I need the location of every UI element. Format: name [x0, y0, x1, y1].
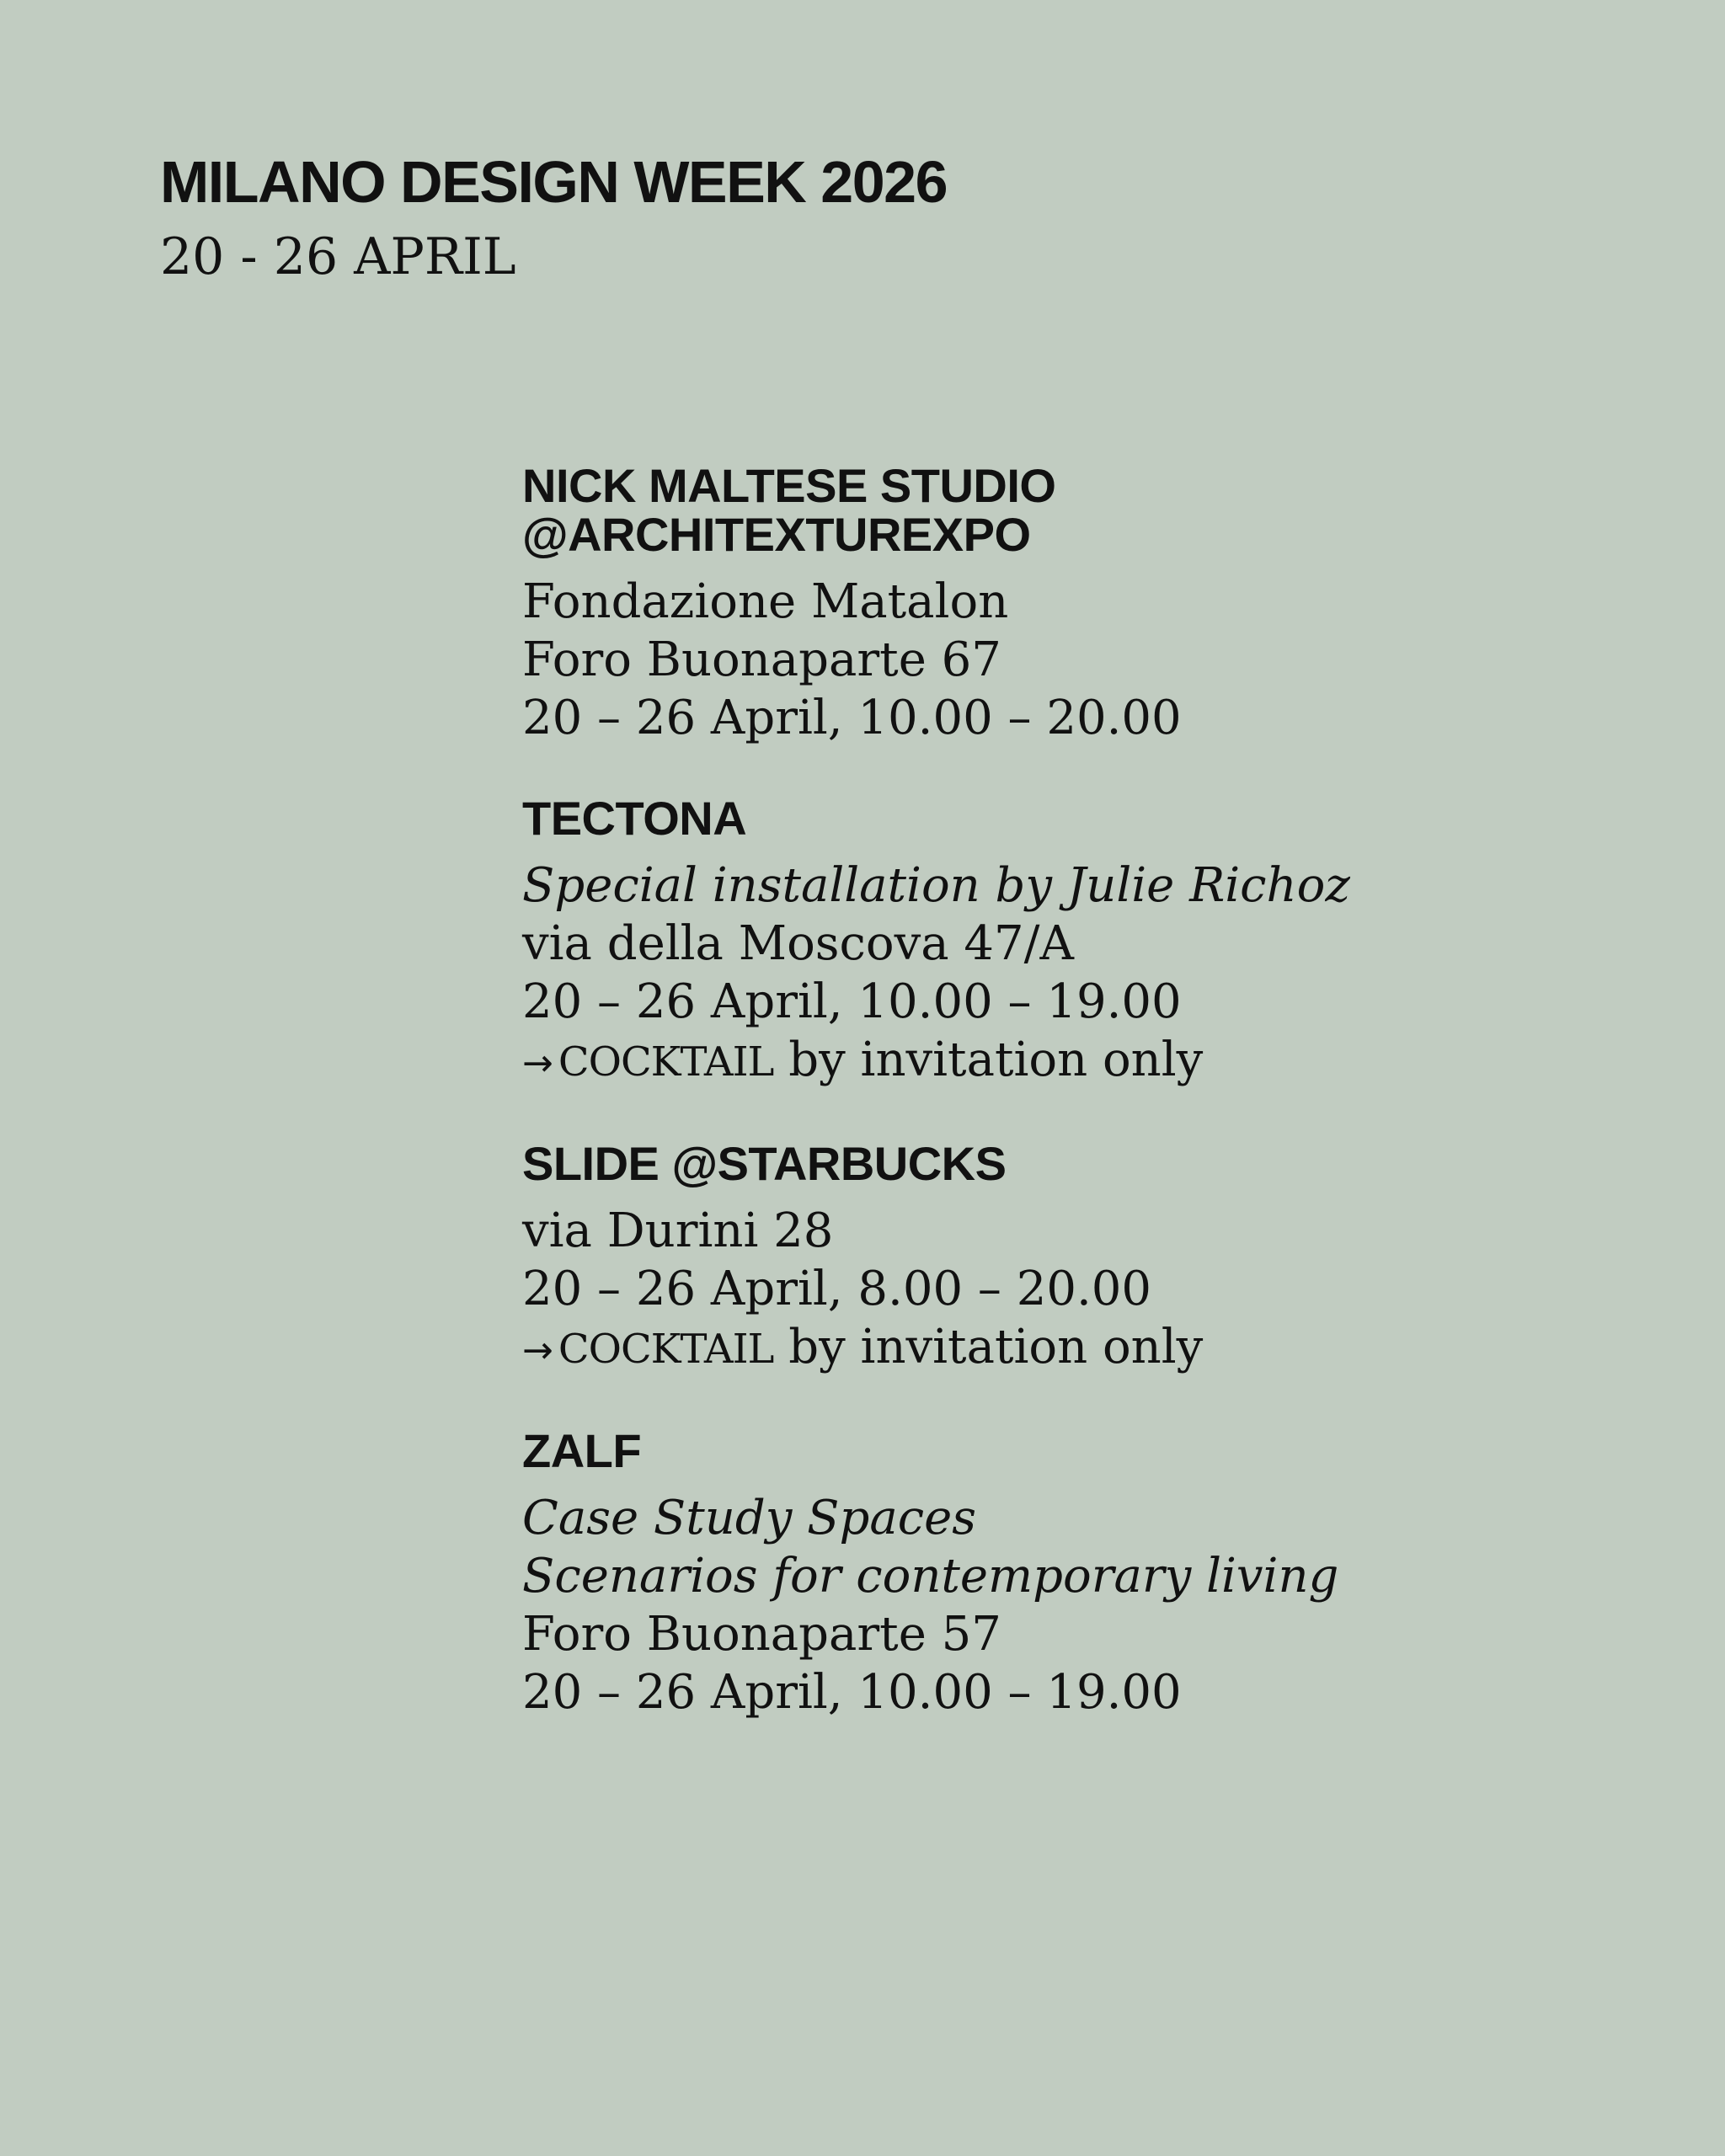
- event-slide-starbucks: [522, 1139, 1685, 1380]
- event-nick-maltese-studio: [522, 459, 1685, 747]
- cocktail-invitation: by invitation only: [788, 1320, 1204, 1374]
- arrow-right-icon: →: [522, 1329, 553, 1372]
- event-subtitle: Special installation by Julie Richoz: [522, 858, 1350, 913]
- event-address: Foro Buonaparte 67: [522, 632, 1001, 687]
- event-subtitle-secondary: Scenarios for contemporary living: [522, 1549, 1339, 1604]
- event-subtitle: Case Study Spaces: [522, 1491, 976, 1545]
- page-title: MILANO DESIGN WEEK 2026: [160, 149, 948, 215]
- cocktail-label: COCKTAIL: [558, 1326, 774, 1373]
- event-hours: 20 – 26 April, 10.00 – 20.00: [522, 691, 1182, 745]
- event-dates: 20 - 26 APRIL: [160, 227, 516, 286]
- event-name: ZALF: [522, 1424, 642, 1477]
- event-list: [522, 459, 1685, 1769]
- cocktail-invitation: by invitation only: [788, 1033, 1204, 1087]
- header: [160, 148, 947, 286]
- event-tectona: [522, 794, 1685, 1092]
- event-hours: 20 – 26 April, 10.00 – 19.00: [522, 974, 1182, 1029]
- event-address: via Durini 28: [522, 1203, 834, 1258]
- event-hours: 20 – 26 April, 8.00 – 20.00: [522, 1262, 1152, 1316]
- event-name: NICK MALTESE STUDIO: [522, 459, 1056, 512]
- event-name-secondary: @ARCHITEXTUREXPO: [522, 508, 1031, 561]
- event-hours: 20 – 26 April, 10.00 – 19.00: [522, 1665, 1182, 1720]
- event-name: SLIDE @STARBUCKS: [522, 1137, 1007, 1190]
- arrow-right-icon: →: [522, 1042, 553, 1085]
- event-address: Foro Buonaparte 57: [522, 1607, 1001, 1662]
- event-cocktail-note: [522, 1318, 1685, 1380]
- event-zalf: [522, 1424, 1685, 1721]
- event-cocktail-note: [522, 1031, 1685, 1092]
- event-name: TECTONA: [522, 792, 747, 845]
- event-venue: Fondazione Matalon: [522, 574, 1009, 629]
- event-address: via della Moscova 47/A: [522, 916, 1074, 971]
- cocktail-label: COCKTAIL: [558, 1038, 774, 1086]
